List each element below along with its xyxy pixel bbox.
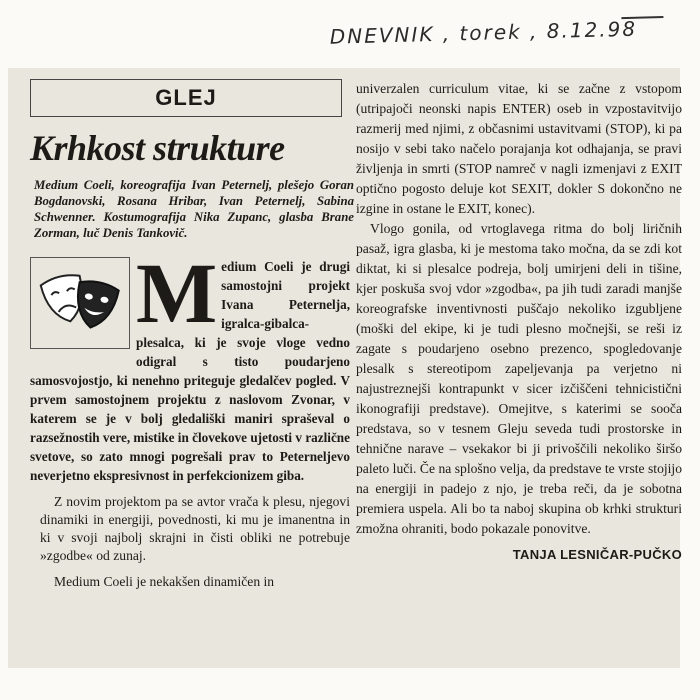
author-byline: TANJA LESNIČAR-PUČKO [512, 547, 682, 562]
article-title: Krhkost strukture [30, 128, 285, 168]
lead-text: edium Coeli je drugi samostojni projekt Ivana Peternelja, igralca-gibalca-plesalca, ki je svoje vloge vedno odigral s tisto poudarjeno samosvojostjo, ki nenehno priteguje gledalčev pogled. V prvem samostojnem projektu z naslovom Zvonar, v katerem se je v bolj gledališki maniri spraševal o razsežnostih vere, mistike in človekove ujetosti v različne svetove, so zato mnogi pogrešali prav to Peterneljevo neverjetno ekspresivnost in perfekcionizem giba. [30, 259, 350, 483]
left-column [24, 79, 354, 591]
theater-masks-icon [39, 270, 121, 336]
left-body [40, 493, 350, 591]
lead-paragraph [30, 245, 350, 485]
body-paragraph: Vlogo gonila, od vrtoglavega ritma do bolj liričnih pasaž, igra glasba, ki je mestoma tako močna, da se zdi kot diktat, ki si plesalce podreja, bolj umirjeni deli in tišine, kjer poskuša svoj vdor »zgodba«, pa jih tudi zaradi manjše koreografske inventivnosti puščajo nekoliko izgubljene (moški del ekipe, ki je tudi plesno močnejši, se reši iz zagate s poudarjeno osebno prezenco, spogledovanje plesalk s stereotipom zapeljevanja pa verjetno ni najustreznejši kontrapunkt v sicer izčiščeni tehnicistični ikonografiji predstave). Omejitve, s katerimi se sooča predstava, so v tesnem Gleju seveda tudi prostorske in tehnične narave – vsekakor bi ji privoščili nekoliko širšo paleto luči. Če na splošno velja, da predstave te vrste stojijo na energiji in padejo z njo, je treba reči, da je sobotna premiera uspela. Ali bo ta naboj skupina ob krhki strukturi zmožna ohraniti, bodo pokazale ponovitve. [356, 221, 682, 536]
body-paragraph: Medium Coeli je nekakšen dinamičen in [54, 574, 275, 589]
masks-illustration [30, 257, 130, 349]
right-column [356, 79, 682, 565]
drop-cap: M [136, 245, 218, 341]
section-label-box [30, 79, 342, 117]
body-paragraph: Z novim projektom pa se avtor vrača k plesu, njegovi dinamiki in energiji, povednosti, ki mu je imanentna in ki v svoji najbolj skrajni in čisti obliki ne potrebuje »zgodbe« od zunaj. [40, 494, 350, 563]
handwritten-date: DNEVNIK , torek , 8.12.98 [329, 16, 638, 49]
section-label: GLEJ [155, 85, 217, 110]
body-paragraph: univerzalen curriculum vitae, ki se začne z vstopom (utripajoči neonski napis ENTER) oseb in vzpostavitvijo razmerij med njimi, z občasnimi ustavitvami (STOP), ki pa nosijo v sebi tako načelo porajanja kot odhajanja, se pravi življenja in smrti (STOP namreč v nagli izmenjavi z EXIT optično pogosto deluje kot SEXIT, dokler S dokončno ne izgine in ostane le EXIT, konec). [356, 81, 682, 216]
credits: Medium Coeli, koreografija Ivan Peternelj, plešejo Goran Bogdanovski, Rosana Hribar, Ivan Peternelj, Sabina Schwenner. Kostumografija Nika Zupanc, glasba Brane Zorman, luč Denis Tankovič. [34, 178, 354, 240]
handwritten-note [329, 15, 690, 68]
